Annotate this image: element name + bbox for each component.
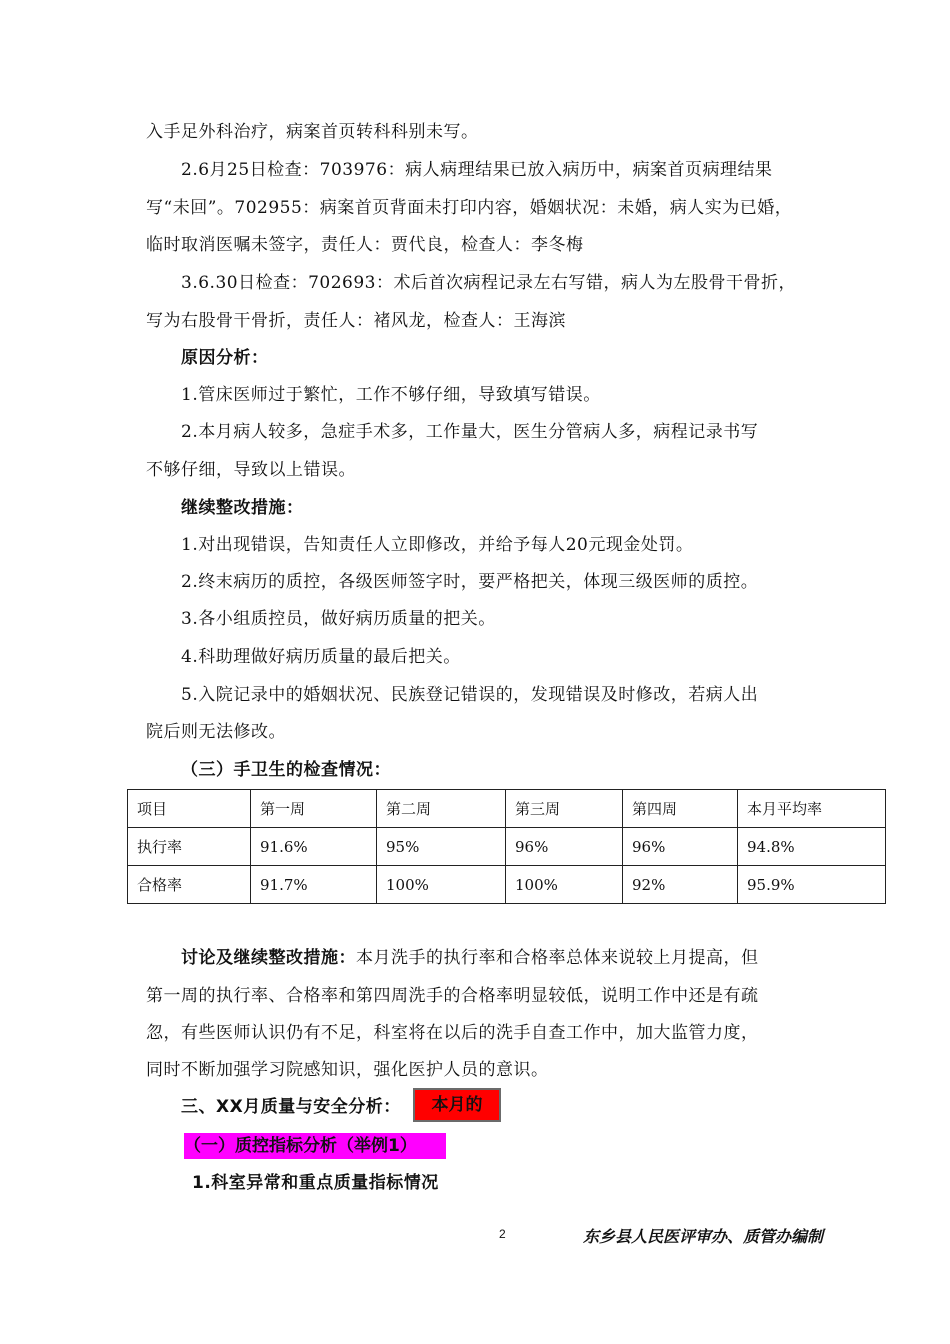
table-header-cell: 第四周 xyxy=(623,790,738,828)
text-line: 5.入院记录中的婚姻状况、民族登记错误的，发现错误及时修改，若病人出 xyxy=(181,685,759,705)
table-header-cell: 第三周 xyxy=(506,790,623,828)
table-cell: 合格率 xyxy=(128,866,251,904)
footer-org: 东乡县人民医评审办、质管办编制 xyxy=(583,1227,824,1246)
text-line: 1.管床医师过于繁忙，工作不够仔细，导致填写错误。 xyxy=(181,385,601,405)
text-line: 3.各小组质控员，做好病历质量的把关。 xyxy=(181,609,496,629)
text-line: 2.6月25日检查：703976：病人病理结果已放入病历中，病案首页病理结果 xyxy=(181,160,773,180)
text-line: 2.本月病人较多，急症手术多，工作量大，医生分管病人多，病程记录书写 xyxy=(181,422,759,442)
section-heading: （三）手卫生的检查情况： xyxy=(181,760,391,780)
subsection-heading: （一）质控指标分析（举例1） xyxy=(184,1133,446,1159)
table-row xyxy=(128,828,886,866)
discussion-paragraph xyxy=(181,946,759,970)
text-line: 第一周的执行率、合格率和第四周洗手的合格率明显较低，说明工作中还是有疏 xyxy=(146,986,759,1006)
table-cell: 95.9% xyxy=(738,866,886,904)
text-line: 院后则无法修改。 xyxy=(146,722,286,742)
table-cell: 95% xyxy=(377,828,506,866)
table-header-cell: 第二周 xyxy=(377,790,506,828)
table-header-row xyxy=(128,790,886,828)
table-cell: 91.6% xyxy=(251,828,377,866)
table-header-cell: 项目 xyxy=(128,790,251,828)
table-header-cell: 第一周 xyxy=(251,790,377,828)
text-line: 忽，有些医师认识仍有不足，科室将在以后的洗手自查工作中，加大监管力度， xyxy=(146,1023,759,1043)
section-heading: 继续整改措施： xyxy=(181,498,304,518)
table-row xyxy=(128,866,886,904)
text-line: 2.终末病历的质控，各级医师签字时，要严格把关，体现三级医师的质控。 xyxy=(181,572,759,592)
highlight-box: 本月的 xyxy=(413,1088,501,1122)
discussion-label: 讨论及继续整改措施： xyxy=(181,948,356,968)
table-cell: 100% xyxy=(377,866,506,904)
table-cell: 92% xyxy=(623,866,738,904)
text-line: 不够仔细，导致以上错误。 xyxy=(146,460,356,480)
text-line: 4.科助理做好病历质量的最后把关。 xyxy=(181,647,461,667)
table-cell: 91.7% xyxy=(251,866,377,904)
text-line: 1.对出现错误，告知责任人立即修改，并给予每人20元现金处罚。 xyxy=(181,535,694,555)
text-line: 入手足外科治疗，病案首页转科科别未写。 xyxy=(146,122,479,142)
hand-hygiene-table xyxy=(127,789,886,904)
section-heading: 原因分析： xyxy=(181,348,269,368)
table-cell: 96% xyxy=(506,828,623,866)
text-line: 临时取消医嘱未签字，责任人：贾代良，检查人：李冬梅 xyxy=(146,235,584,255)
text-line: 写为右股骨干骨折，责任人：褚风龙，检查人：王海滨 xyxy=(146,311,566,331)
text-line: 写“未回”。702955：病案首页背面未打印内容，婚姻状况：未婚，病人实为已婚， xyxy=(146,198,793,218)
text-line: 同时不断加强学习院感知识，强化医护人员的意识。 xyxy=(146,1060,549,1080)
subsection-heading: 1.科室异常和重点质量指标情况 xyxy=(192,1173,439,1193)
table-cell: 100% xyxy=(506,866,623,904)
table-cell: 执行率 xyxy=(128,828,251,866)
text-line: 3.6.30日检查：702693：术后首次病程记录左右写错，病人为左股骨干骨折， xyxy=(181,273,796,293)
discussion-text: 本月洗手的执行率和合格率总体来说较上月提高，但 xyxy=(356,948,759,968)
table-cell: 94.8% xyxy=(738,828,886,866)
table-cell: 96% xyxy=(623,828,738,866)
section-heading: 三、XX月质量与安全分析： xyxy=(181,1097,401,1117)
table-header-cell: 本月平均率 xyxy=(738,790,886,828)
page-number: 2 xyxy=(499,1227,506,1241)
